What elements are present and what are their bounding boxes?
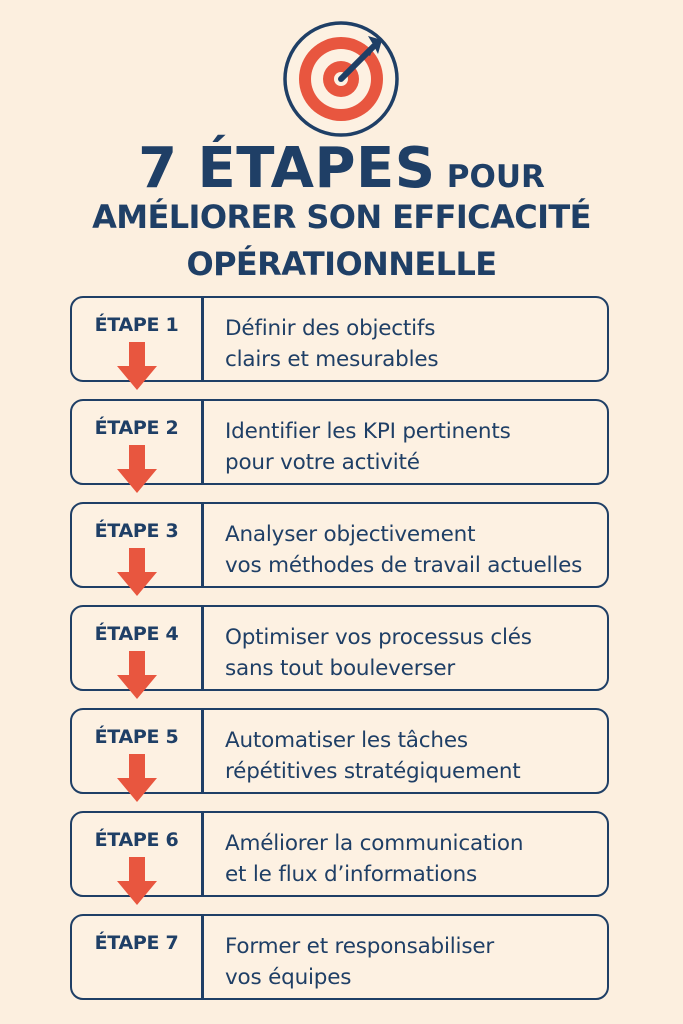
step-text-line1: Identifier les KPI pertinents bbox=[225, 419, 511, 444]
arrow-down-icon bbox=[117, 754, 157, 802]
page-title-line2: AMÉLIORER SON EFFICACITÉ bbox=[92, 198, 591, 236]
step-divider bbox=[201, 916, 204, 998]
step-label: ÉTAPE 6 bbox=[94, 829, 179, 851]
step-label: ÉTAPE 5 bbox=[94, 726, 179, 748]
step-text bbox=[225, 313, 605, 375]
title-number: 7 ÉTAPES bbox=[138, 136, 436, 201]
step-text-line2: sans tout bouleverser bbox=[225, 656, 456, 681]
step-divider bbox=[201, 298, 204, 380]
step-text-line1: Optimiser vos processus clés bbox=[225, 625, 532, 650]
arrow-down-icon bbox=[117, 342, 157, 390]
step-text bbox=[225, 416, 605, 478]
step-text bbox=[225, 519, 605, 581]
step-divider bbox=[201, 401, 204, 483]
step-text-line2: vos méthodes de travail actuelles bbox=[225, 553, 583, 578]
step-text-line2: et le flux d’informations bbox=[225, 862, 478, 887]
step-label: ÉTAPE 2 bbox=[94, 417, 179, 439]
arrow-down-icon bbox=[117, 651, 157, 699]
arrow-down-icon bbox=[117, 857, 157, 905]
step-label: ÉTAPE 7 bbox=[94, 932, 179, 954]
step-text-line1: Analyser objectivement bbox=[225, 522, 476, 547]
page-title-line3: OPÉRATIONNELLE bbox=[186, 245, 497, 283]
arrow-down-icon bbox=[117, 445, 157, 493]
step-text-line1: Définir des objectifs bbox=[225, 316, 436, 341]
step-text-line2: répétitives stratégiquement bbox=[225, 759, 521, 784]
step-divider bbox=[201, 813, 204, 895]
step-label: ÉTAPE 3 bbox=[94, 520, 179, 542]
step-text bbox=[225, 622, 605, 684]
step-text bbox=[225, 828, 605, 890]
step-text bbox=[225, 725, 605, 787]
step-divider bbox=[201, 504, 204, 586]
step-text-line2: vos équipes bbox=[225, 965, 352, 990]
step-text-line1: Former et responsabiliser bbox=[225, 934, 494, 959]
step-label: ÉTAPE 4 bbox=[94, 623, 179, 645]
title-connector: POUR bbox=[446, 159, 545, 195]
step-text bbox=[225, 931, 605, 993]
step-text-line2: pour votre activité bbox=[225, 450, 420, 475]
step-divider bbox=[201, 710, 204, 792]
arrow-down-icon bbox=[117, 548, 157, 596]
step-card-7 bbox=[70, 914, 609, 1000]
step-text-line1: Améliorer la communication bbox=[225, 831, 524, 856]
step-label: ÉTAPE 1 bbox=[94, 314, 179, 336]
step-divider bbox=[201, 607, 204, 689]
step-text-line2: clairs et mesurables bbox=[225, 347, 439, 372]
step-text-line1: Automatiser les tâches bbox=[225, 728, 468, 753]
